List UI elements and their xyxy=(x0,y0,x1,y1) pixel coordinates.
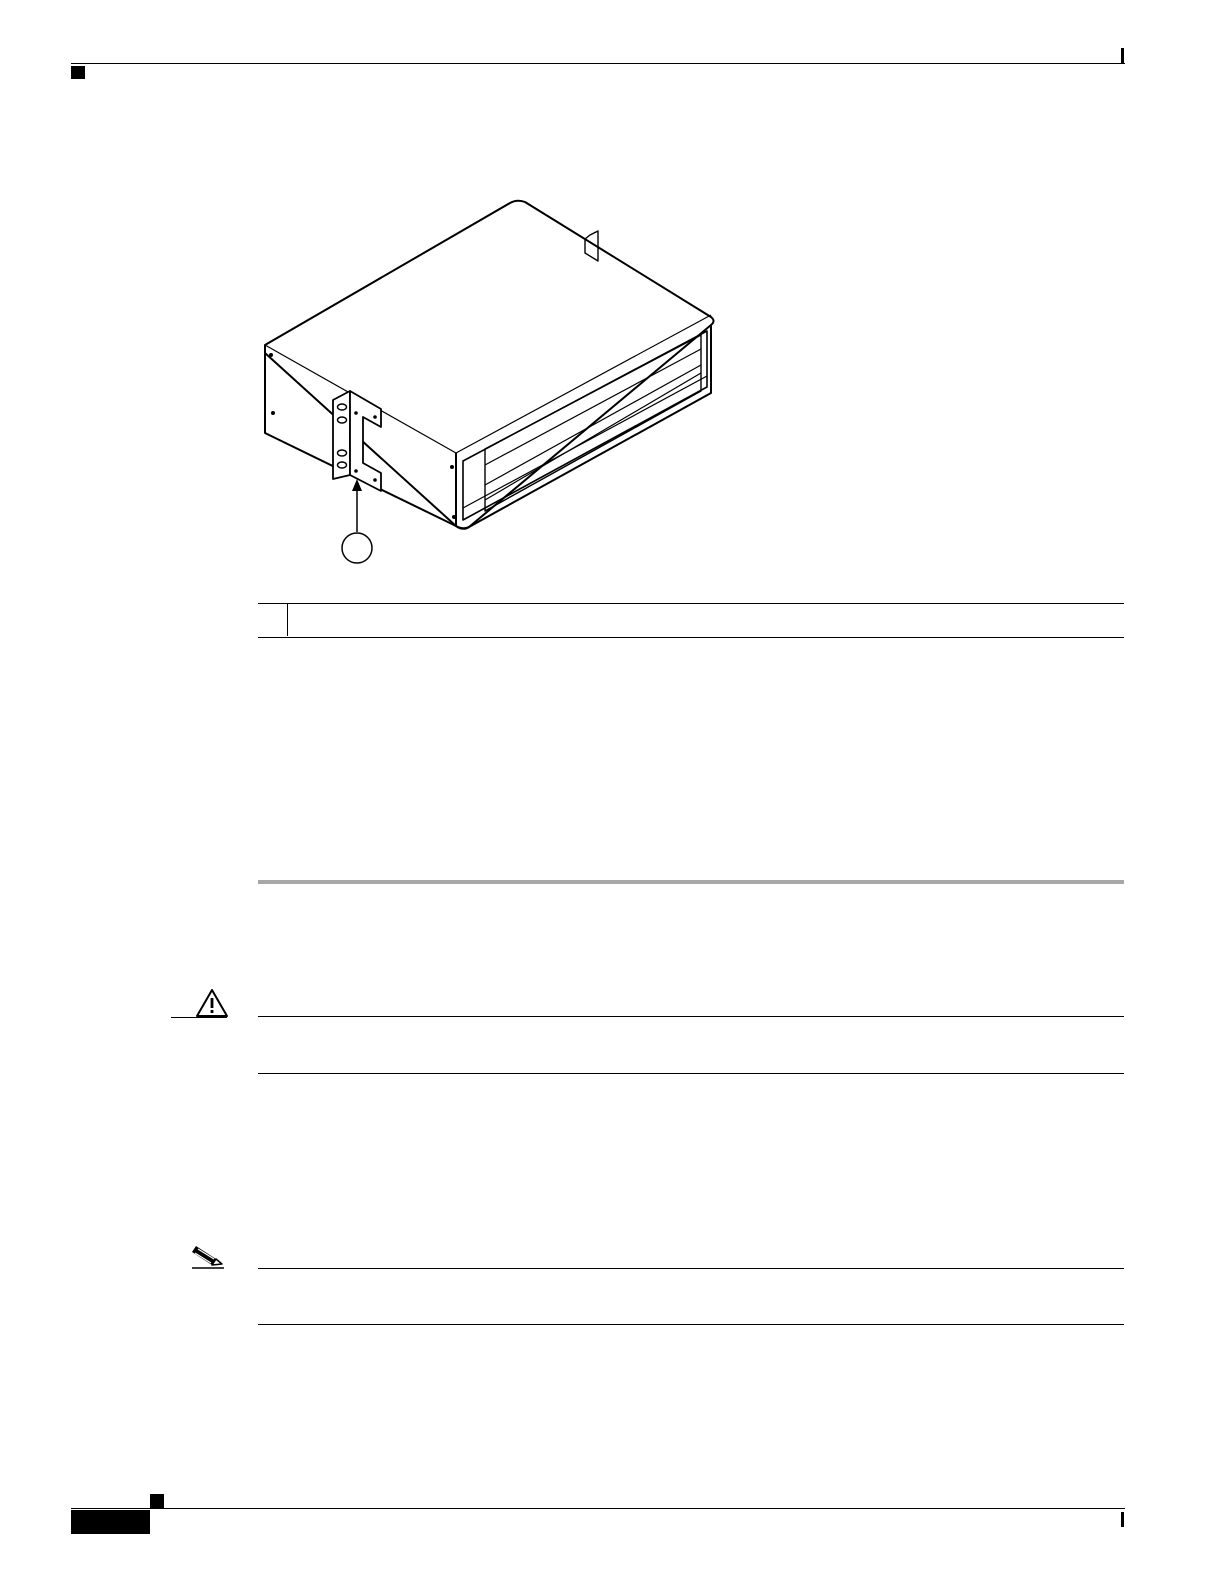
note-rule-bottom xyxy=(258,1324,1124,1325)
chassis-bracket-figure xyxy=(255,195,725,575)
callout-table xyxy=(258,603,1124,638)
header-marker-square xyxy=(71,66,85,79)
footer-marker-square xyxy=(150,1494,164,1508)
caution-triangle-icon xyxy=(195,988,229,1018)
callout-column-divider xyxy=(287,603,288,636)
header-rule xyxy=(71,63,1125,64)
footer-rule xyxy=(71,1508,1125,1509)
caution-icon-rule xyxy=(171,1017,227,1018)
note-pencil-icon xyxy=(190,1242,226,1270)
note-rule-top xyxy=(258,1268,1124,1269)
caution-rule-bottom xyxy=(258,1073,1124,1074)
header-marker-tick xyxy=(1121,48,1124,64)
caution-rule-top xyxy=(258,1016,1124,1017)
section-divider xyxy=(258,880,1124,884)
footer-marker-tick xyxy=(1121,1512,1124,1527)
footer-page-block xyxy=(71,1510,150,1534)
